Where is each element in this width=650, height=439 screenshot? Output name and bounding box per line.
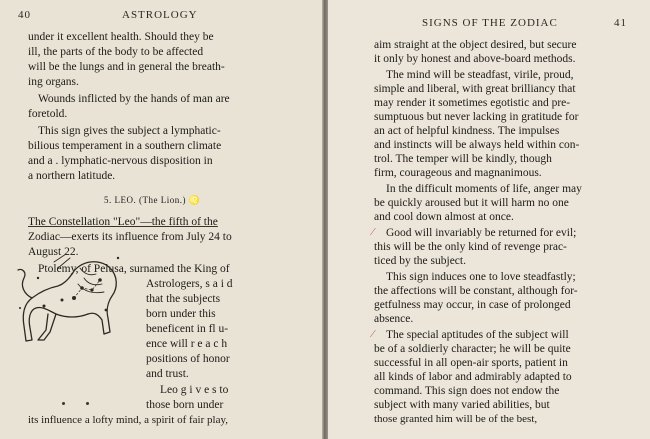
page-number-right: 41	[614, 17, 627, 29]
text-line: under it excellent health. Should they be	[28, 31, 214, 43]
ink-dot	[62, 402, 65, 405]
section-heading-leo: 5. LEO. (The Lion.) ♌	[104, 195, 201, 205]
text-line: Astrologers, s a i d	[146, 278, 233, 290]
text-line: This sign gives the subject a lymphatic-	[38, 125, 221, 137]
text-line: all kinds of labor and admirably adapted to	[374, 371, 572, 383]
text-line: a northern latitude.	[28, 170, 116, 182]
text-line: the affections will be constant, although for-	[374, 285, 578, 297]
text-line: an act of helpful kindness. The impulses	[374, 125, 560, 137]
text-line: absence.	[374, 313, 414, 325]
text-line: Good will invariably be returned for evil;	[386, 227, 577, 239]
text-line: those granted him will be of the best,	[374, 413, 538, 425]
text-line: ing organs.	[28, 76, 79, 88]
margin-mark: ⁄	[372, 226, 374, 238]
text-line: simple and liberal, with great brilliancy that	[374, 83, 576, 95]
text-line: its influence a lofty mind, a spirit of fair play,	[28, 414, 228, 426]
text-line: be quickly aroused but it will harm no one	[374, 197, 569, 209]
text-line: firm, courageous and magnanimous.	[374, 167, 542, 179]
text-line: and cool down almost at once.	[374, 211, 514, 223]
text-line: sumptuous but never lacking in gratitude for	[374, 111, 579, 123]
text-line: successful in all open-air sports, patient in	[374, 357, 568, 369]
right-page	[328, 0, 650, 439]
text-line: Leo g i v e s to	[160, 384, 229, 396]
text-line: Ptolemy, of Pelusa, surnamed the King of	[38, 263, 230, 275]
text-line: ence will r e a c h	[146, 338, 228, 350]
running-head-right: SIGNS OF THE ZODIAC	[422, 17, 558, 29]
text-line: will be the lungs and in general the breath-	[28, 61, 225, 73]
text-line: command. This sign does not endow the	[374, 385, 560, 397]
text-line: trol. The temper will be kindly, though	[374, 153, 552, 165]
text-line: born under this	[146, 308, 216, 320]
text-line: that the subjects	[146, 293, 221, 305]
text-line: be of a soldierly character; he will be quite	[374, 343, 571, 355]
text-line: and trust.	[146, 368, 189, 380]
margin-mark: ⁄	[372, 328, 374, 340]
text-line: and a . lymphatic-nervous disposition in	[28, 155, 213, 167]
text-line: it only by honest and above-board methods.	[374, 53, 576, 65]
text-line: The Constellation "Leo"—the fifth of the	[28, 216, 218, 228]
text-line: In the difficult moments of life, anger may	[386, 183, 582, 195]
ink-dot	[86, 402, 89, 405]
leo-constellation-illustration	[14, 248, 126, 352]
text-line: may render it sometimes egotistic and pre-	[374, 97, 571, 109]
text-line: The special aptitudes of the subject will	[386, 329, 569, 341]
running-head-left: ASTROLOGY	[122, 9, 198, 21]
text-line: and instincts will be always held within con-	[374, 139, 580, 151]
text-line: foretold.	[28, 108, 68, 120]
text-line: bilious temperament in a southern climate	[28, 140, 222, 152]
text-line: This sign induces one to love steadfastly;	[386, 271, 576, 283]
left-page	[0, 0, 322, 439]
text-line: aim straight at the object desired, but secure	[374, 39, 577, 51]
text-line: Zodiac—exerts its influence from July 24 to	[28, 231, 232, 243]
text-line: beneficent in fl u-	[146, 323, 229, 335]
text-line: ticed by the subject.	[374, 255, 466, 267]
text-line: subject with many varied abilities, but	[374, 399, 550, 411]
text-line: August 22.	[28, 246, 79, 258]
text-line: getfulness may occur, in case of prolonged	[374, 299, 571, 311]
text-line: ill, the parts of the body to be affected	[28, 46, 204, 58]
text-line: this will be the only kind of revenge prac-	[374, 241, 567, 253]
text-line: those born under	[146, 399, 224, 411]
page-number-left: 40	[18, 9, 31, 21]
text-line: positions of honor	[146, 353, 230, 365]
text-line: Wounds inflicted by the hands of man are	[38, 93, 230, 105]
text-line: The mind will be steadfast, virile, proud,	[386, 69, 574, 81]
